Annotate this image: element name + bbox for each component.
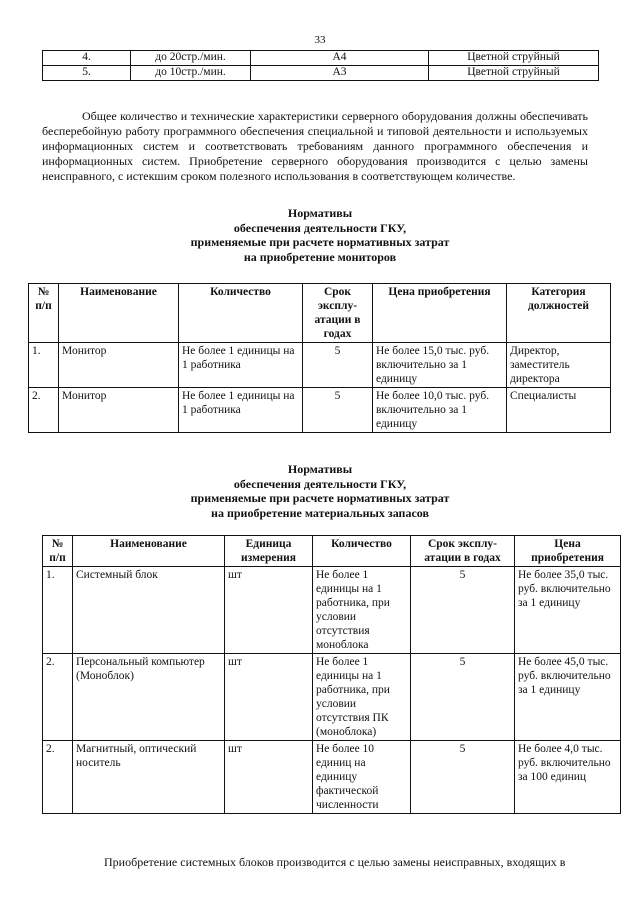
table-cell: 5: [411, 567, 515, 654]
column-header: Срок эксплу-атации в годах: [303, 284, 373, 343]
table-cell: Не более 10,0 тыс. руб. включительно за 1 единицу: [373, 388, 507, 433]
table-cell: Системный блок: [73, 567, 225, 654]
table-cell: 5.: [43, 66, 131, 81]
table-cell: шт: [225, 567, 313, 654]
table-cell: Не более 15,0 тыс. руб. включительно за 1 единицу: [373, 343, 507, 388]
table-cell: Цветной струйный: [429, 51, 599, 66]
table-cell: Не более 45,0 тыс. руб. включительно за 1 единицу: [515, 654, 621, 741]
heading-line: обеспечения деятельности ГКУ,: [233, 220, 407, 235]
table-row: [43, 567, 621, 654]
table-row: [29, 343, 611, 388]
column-header: № п/п: [43, 536, 73, 567]
page-number: 33: [314, 34, 326, 46]
table-cell: 5: [303, 388, 373, 433]
table-row: [43, 741, 621, 814]
table-cell: 5: [303, 343, 373, 388]
monitors-table: [28, 283, 611, 433]
table-cell: Не более 1 единицы на 1 работника, при условии отсутствия моноблока: [313, 567, 411, 654]
heading-line: применяемые при расчете нормативных затрат: [190, 491, 450, 505]
table-cell: 5: [411, 741, 515, 814]
section-heading-monitors: [0, 206, 640, 264]
table-row: [29, 388, 611, 433]
table-cell: 2.: [43, 741, 73, 814]
table-cell: А3: [251, 66, 429, 81]
table-cell: до 10стр./мин.: [131, 66, 251, 81]
section-heading-materials: [0, 462, 640, 520]
column-header: Цена приобретения: [515, 536, 621, 567]
column-header: Количество: [179, 284, 303, 343]
paragraph-server-equipment: Общее количество и технические характеристики серверного оборудования должны обеспечивать бесперебойную работу программного обеспечения специальной и типовой деятельности и используемых информационных систем и соответствовать требованиям данного программного обеспечения и информационных систем. Приобретение серверного оборудования производится с целью замены неисправного, с истекшим сроком полезного использования в соответствующем количестве.: [42, 109, 588, 183]
table-cell: 4.: [43, 51, 131, 66]
paragraph-system-units: Приобретение системных блоков производится с целью замены неисправных, входящих в: [104, 855, 566, 869]
column-header: Наименование: [73, 536, 225, 567]
table-cell: Не более 1 единицы на 1 работника, при условии отсутствия ПК (моноблока): [313, 654, 411, 741]
column-header: Цена приобретения: [373, 284, 507, 343]
column-header: Количество: [313, 536, 411, 567]
table-cell: Специалисты: [507, 388, 611, 433]
table-cell: шт: [225, 741, 313, 814]
table-cell: Не более 4,0 тыс. руб. включительно за 100 единиц: [515, 741, 621, 814]
heading-line: Нормативы: [287, 206, 353, 220]
table-cell: шт: [225, 654, 313, 741]
table-cell: до 20стр./мин.: [131, 51, 251, 66]
table-cell: Персональный компьютер (Моноблок): [73, 654, 225, 741]
table-cell: Директор, заместитель директора: [507, 343, 611, 388]
heading-line: на приобретение мониторов: [243, 249, 397, 264]
heading-line: применяемые при расчете нормативных затрат: [190, 235, 450, 249]
table-cell: Монитор: [59, 388, 179, 433]
table-cell: Не более 1 единицы на 1 работника: [179, 343, 303, 388]
table-cell: 2.: [43, 654, 73, 741]
table-cell: 5: [411, 654, 515, 741]
column-header: Наименование: [59, 284, 179, 343]
column-header: № п/п: [29, 284, 59, 343]
heading-line: на приобретение материальных запасов: [211, 505, 429, 520]
heading-line: обеспечения деятельности ГКУ,: [233, 476, 407, 491]
table-cell: Монитор: [59, 343, 179, 388]
table-cell: Не более 1 единицы на 1 работника: [179, 388, 303, 433]
table-cell: 1.: [43, 567, 73, 654]
column-header: Единица измерения: [225, 536, 313, 567]
table-cell: Не более 10 единиц на единицу фактической численности: [313, 741, 411, 814]
table-cell: А4: [251, 51, 429, 66]
table-cell: Магнитный, оптический носитель: [73, 741, 225, 814]
column-header: Категория должностей: [507, 284, 611, 343]
table-row: [43, 51, 599, 66]
materials-table: [42, 535, 621, 814]
table-cell: 1.: [29, 343, 59, 388]
table-row: [43, 66, 599, 81]
table-header-row: [29, 284, 611, 343]
table-cell: 2.: [29, 388, 59, 433]
table-row: [43, 654, 621, 741]
heading-line: Нормативы: [287, 462, 353, 476]
table-cell: Цветной струйный: [429, 66, 599, 81]
table-cell: Не более 35,0 тыс. руб. включительно за 1 единицу: [515, 567, 621, 654]
printer-table-continuation: [42, 50, 599, 81]
table-header-row: [43, 536, 621, 567]
column-header: Срок эксплу-атации в годах: [411, 536, 515, 567]
